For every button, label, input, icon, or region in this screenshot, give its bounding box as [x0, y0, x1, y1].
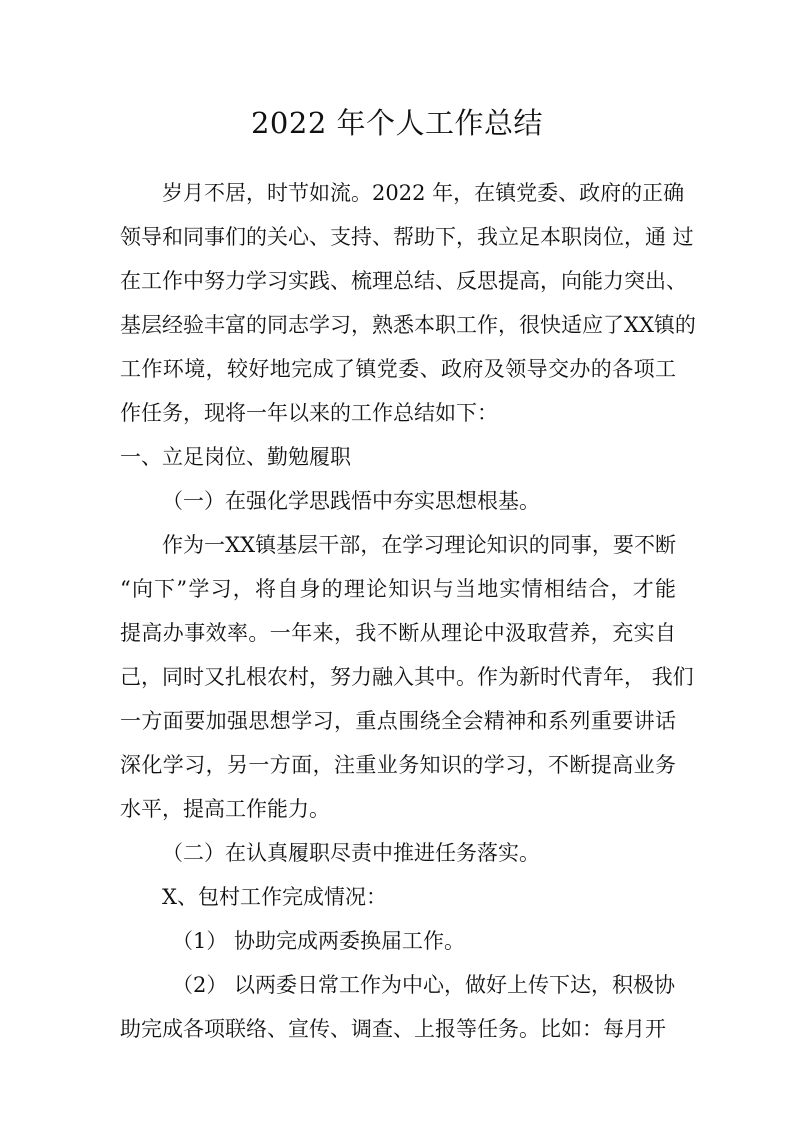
paragraph-line: “向下”学习，将自身的理论知识与当地实情相结合，才能 [120, 577, 676, 601]
paragraph-line: 助完成各项联络、宣传、调查、上报等任务。比如：每月开 [120, 1017, 666, 1041]
paragraph-line: 作为一XX镇基层干部，在学习理论知识的同事，要不断 [162, 533, 676, 557]
paragraph-line: 己，同时又扎根农村，努力融入其中。作为新时代青年， 我们 [120, 665, 694, 689]
list-heading: X、包村工作完成情况： [162, 885, 387, 909]
paragraph-line: 领导和同事们的关心、支持、帮助下，我立足本职岗位，通 过 [120, 225, 694, 249]
paragraph-line: 基层经验丰富的同志学习，熟悉本职工作，很快适应了XX镇的 [120, 313, 696, 337]
document-title: 2022 年个人工作总结 [250, 106, 544, 140]
paragraph-line: 工作环境，较好地完成了镇党委、政府及领导交办的各项工 [120, 357, 676, 381]
list-item: （1） 协助完成两委换届工作。 [172, 929, 466, 953]
paragraph-line: 提高办事效率。一年来，我不断从理论中汲取营养，充实自 [120, 621, 676, 645]
subsection-heading: （二）在认真履职尽责中推进任务落实。 [162, 841, 540, 865]
section-heading: 一、立足岗位、勤勉履职 [120, 445, 351, 469]
paragraph-line: 作任务，现将一年以来的工作总结如下： [120, 401, 498, 425]
subsection-heading: （一）在强化学思践悟中夯实思想根基。 [162, 489, 540, 513]
list-item: （2） 以两委日常工作为中心，做好上传下达，积极协 [172, 973, 676, 997]
paragraph-line: 一方面要加强思想学习，重点围绕全会精神和系列重要讲话 [120, 709, 676, 733]
paragraph-line: 岁月不居，时节如流。2022 年，在镇党委、政府的正确 [162, 181, 685, 205]
paragraph-line: 深化学习，另一方面，注重业务知识的学习，不断提高业务 [120, 753, 676, 777]
paragraph-line: 在工作中努力学习实践、梳理总结、反思提高，向能力突出、 [120, 269, 687, 293]
paragraph-line: 水平，提高工作能力。 [120, 797, 330, 821]
